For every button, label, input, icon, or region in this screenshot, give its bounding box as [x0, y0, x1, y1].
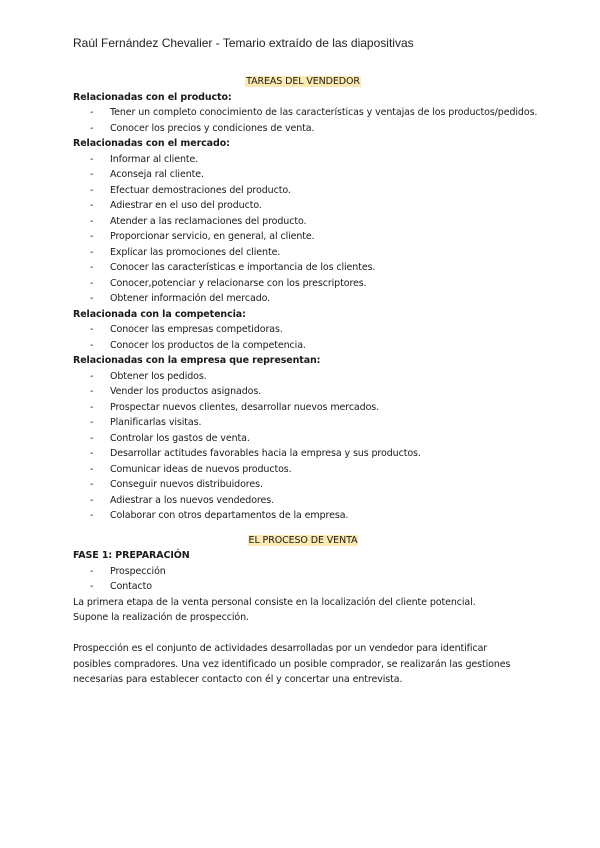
list-item-text: Conseguir nuevos distribuidores.: [110, 479, 263, 490]
dash-marker: -: [90, 386, 94, 397]
dash-marker: -: [90, 417, 94, 428]
list-item: [73, 384, 533, 400]
list-fase1: [73, 564, 533, 595]
list-item: [73, 322, 533, 338]
list-item: [73, 369, 533, 385]
list-item: [73, 260, 533, 276]
list-item-text: Colaborar con otros departamentos de la empresa.: [110, 510, 349, 521]
list-item: [73, 579, 533, 595]
dash-marker: -: [90, 432, 94, 444]
list-item-text: Comunicar ideas de nuevos productos.: [110, 463, 292, 475]
section-gap: [73, 524, 533, 533]
list-item: [73, 508, 533, 524]
list-item: [73, 415, 533, 431]
list-item-text: Explicar las promociones del cliente.: [110, 246, 281, 258]
list-item: [73, 462, 533, 478]
list-item: [73, 338, 533, 354]
list-item-text: Adiestrar a los nuevos vendedores.: [110, 494, 275, 506]
list-item: [73, 183, 533, 199]
dash-marker: -: [90, 510, 94, 521]
dash-marker: -: [90, 581, 94, 592]
list-item-text: Adiestrar en el uso del producto.: [110, 200, 262, 211]
list-item-text: Conocer las empresas competidoras.: [110, 324, 283, 335]
list-item-text: Desarrollar actitudes favorables hacia la empresa y sus productos.: [110, 448, 421, 459]
phase-heading: FASE 1: PREPARACIÓN: [73, 550, 190, 561]
section-title-tareas: [73, 74, 533, 90]
group-heading-mercado: Relacionadas con el mercado:: [73, 138, 230, 149]
list-empresa: [73, 369, 533, 524]
page-header: Raúl Fernández Chevalier - Temario extraído de las diapositivas: [73, 36, 414, 50]
dash-marker: -: [90, 107, 94, 118]
section-title-text: EL PROCESO DE VENTA: [248, 534, 358, 546]
dash-marker: -: [90, 448, 94, 459]
dash-marker: -: [90, 565, 94, 577]
list-competencia: [73, 322, 533, 353]
group-heading-empresa: Relacionadas con la empresa que representan:: [73, 355, 321, 366]
list-item-text: Informar al cliente.: [110, 153, 199, 165]
list-item-text: Conocer los precios y condiciones de venta.: [110, 122, 315, 134]
dash-marker: -: [90, 463, 94, 475]
list-item-text: Prospección: [110, 565, 166, 577]
list-item: [73, 214, 533, 230]
list-item: [73, 121, 533, 137]
list-item-text: Proporcionar servicio, en general, al cliente.: [110, 231, 315, 242]
paragraph: La primera etapa de la venta personal consiste en la localización del cliente potencial. Supone la realización de prospección.: [73, 596, 476, 623]
dash-marker: -: [90, 122, 94, 134]
list-item: [73, 564, 533, 580]
list-item: [73, 152, 533, 168]
list-item: [73, 198, 533, 214]
list-item-text: Conocer las características e importancia de los clientes.: [110, 262, 376, 273]
dash-marker: -: [90, 401, 94, 413]
paragraph: Prospección es el conjunto de actividades desarrolladas por un vendedor para identificar posibles compradores. Una vez identificado un posible comprador, se realizarán las gestiones necesarias para establecer contacto con él y concertar una entrevista.: [73, 643, 511, 685]
list-item-text: Obtener los pedidos.: [110, 370, 207, 382]
dash-marker: -: [90, 246, 94, 258]
list-item: [73, 446, 533, 462]
group-heading-competencia: Relacionada con la competencia:: [73, 308, 246, 320]
dash-marker: -: [90, 494, 94, 506]
dash-marker: -: [90, 184, 94, 196]
list-item-text: Prospectar nuevos clientes, desarrollar nuevos mercados.: [110, 401, 380, 413]
list-item-text: Obtener información del mercado.: [110, 293, 271, 304]
dash-marker: -: [90, 293, 94, 304]
list-item: [73, 291, 533, 307]
list-item: [73, 229, 533, 245]
list-item: [73, 276, 533, 292]
list-item: [73, 105, 538, 121]
section-title-proceso: [73, 533, 533, 549]
list-item: [73, 477, 533, 493]
list-item: [73, 400, 533, 416]
list-item-text: Controlar los gastos de venta.: [110, 432, 250, 444]
paragraph-gap: [73, 626, 533, 642]
dash-marker: -: [90, 169, 94, 180]
dash-marker: -: [90, 324, 94, 335]
list-item-text: Conocer los productos de la competencia.: [110, 339, 306, 351]
dash-marker: -: [90, 339, 94, 351]
dash-marker: -: [90, 479, 94, 490]
list-item-text: Conocer,potenciar y relacionarse con los prescriptores.: [110, 277, 367, 289]
list-item: [73, 431, 533, 447]
list-item-text: Efectuar demostraciones del producto.: [110, 184, 291, 196]
list-item-text: Atender a las reclamaciones del producto.: [110, 215, 307, 227]
list-item: [73, 245, 533, 261]
list-producto: [73, 105, 538, 136]
list-item-text: Tener un completo conocimiento de las características y ventajas de los productos/pedidos.: [110, 107, 538, 118]
dash-marker: -: [90, 200, 94, 211]
group-heading-producto: Relacionadas con el producto:: [73, 91, 232, 103]
page-content: [73, 74, 538, 688]
dash-marker: -: [90, 215, 94, 227]
dash-marker: -: [90, 231, 94, 242]
list-item-text: Aconseja ral cliente.: [110, 169, 204, 180]
list-mercado: [73, 152, 533, 307]
list-item: [73, 167, 533, 183]
dash-marker: -: [90, 370, 94, 382]
list-item-text: Contacto: [110, 581, 152, 592]
dash-marker: -: [90, 262, 94, 273]
section-title-text: TAREAS DEL VENDEDOR: [246, 76, 360, 87]
dash-marker: -: [90, 277, 94, 289]
list-item-text: Planificarlas visitas.: [110, 417, 202, 428]
list-item-text: Vender los productos asignados.: [110, 386, 262, 397]
list-item: [73, 493, 533, 509]
dash-marker: -: [90, 153, 94, 165]
